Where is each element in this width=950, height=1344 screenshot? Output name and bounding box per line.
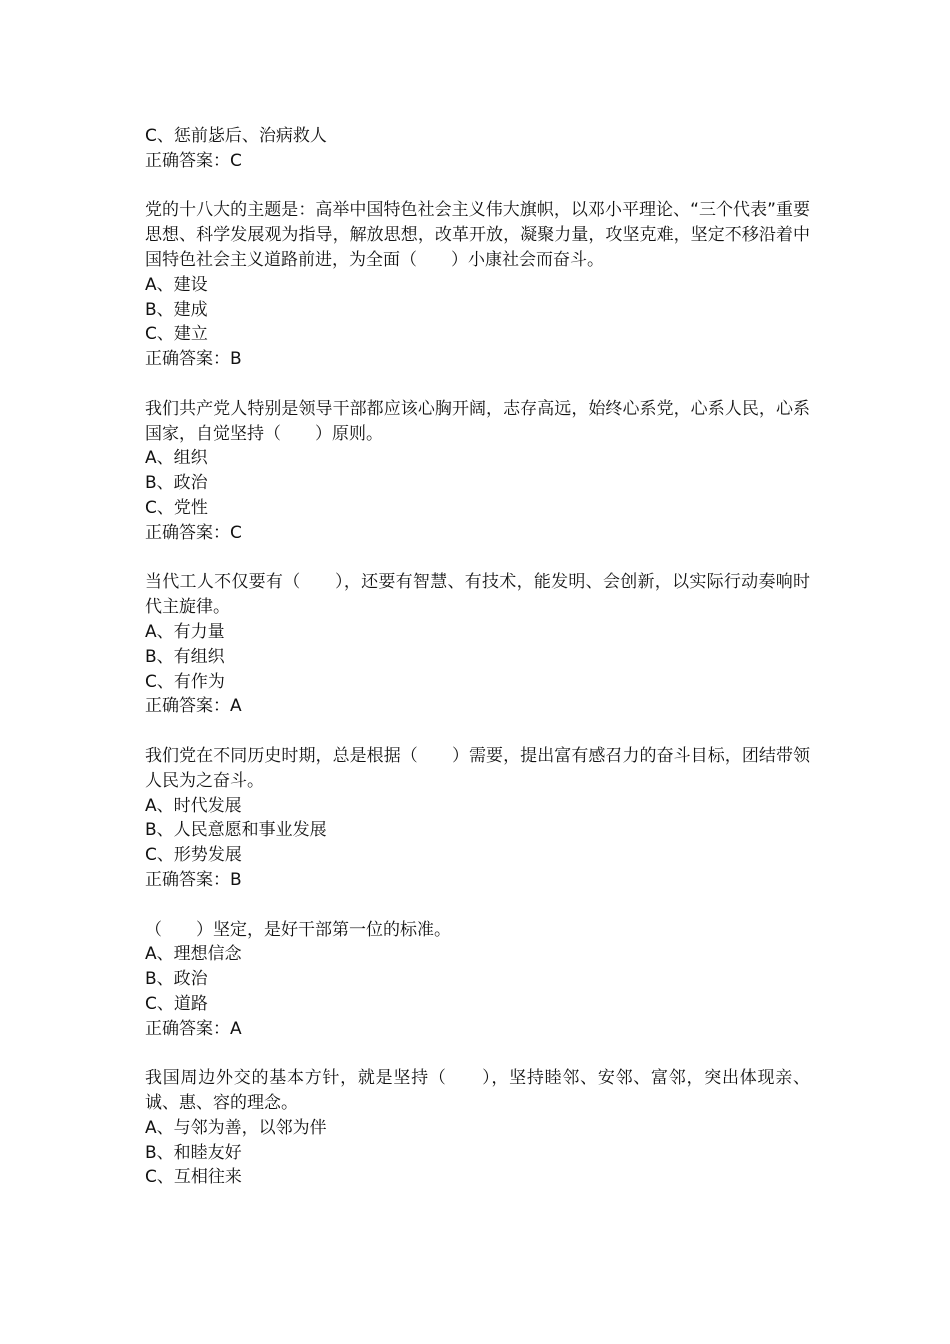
question-block bbox=[145, 570, 810, 719]
spacer bbox=[145, 719, 810, 744]
option-a: A、时代发展 bbox=[145, 795, 242, 816]
question-stem: （ ）坚定，是好干部第一位的标准。 bbox=[145, 919, 451, 940]
document-page bbox=[145, 124, 810, 1190]
question-stem: 当代工人不仅要有（ ），还要有智慧、有技术，能发明、会创新，以实际行动奏响时代主旋律。 bbox=[145, 572, 810, 618]
question-stem: 我们共产党人特别是领导干部都应该心胸开阔，志存高远，始终心系党，心系人民，心系国家，自觉坚持（ ）原则。 bbox=[145, 398, 810, 444]
spacer bbox=[145, 546, 810, 571]
question-block bbox=[145, 744, 810, 893]
spacer bbox=[145, 372, 810, 397]
option-c: C、互相往来 bbox=[145, 1167, 242, 1188]
option-a: A、组织 bbox=[145, 448, 208, 469]
option-a: A、有力量 bbox=[145, 621, 225, 642]
option-b: B、建成 bbox=[145, 299, 208, 320]
correct-answer: 正确答案：A bbox=[145, 696, 242, 717]
correct-answer: 正确答案：B bbox=[145, 349, 242, 370]
question-block bbox=[145, 1066, 810, 1190]
option-b: B、政治 bbox=[145, 473, 208, 494]
option-b: B、和睦友好 bbox=[145, 1142, 242, 1163]
option-c: C、道路 bbox=[145, 993, 208, 1014]
option-a: A、与邻为善，以邻为伴 bbox=[145, 1117, 327, 1138]
question-stem: 党的十八大的主题是：高举中国特色社会主义伟大旗帜，以邓小平理论、“三个代表”重要思想、科学发展观为指导，解放思想，改革开放，凝聚力量，攻坚克难，坚定不移沿着中国特色社会主义道路前进，为全面（ ）小康社会而奋斗。 bbox=[145, 200, 810, 270]
question-stem: 我国周边外交的基本方针，就是坚持（ ），坚持睦邻、安邻、富邻，突出体现亲、诚、惠、容的理念。 bbox=[145, 1068, 810, 1114]
spacer bbox=[145, 174, 810, 199]
spacer bbox=[145, 1041, 810, 1066]
option-c: C、惩前毖后、治病救人 bbox=[145, 126, 327, 146]
option-c: C、有作为 bbox=[145, 671, 225, 692]
correct-answer: 正确答案：A bbox=[145, 1018, 242, 1039]
correct-answer: 正确答案：C bbox=[145, 150, 242, 171]
question-block bbox=[145, 918, 810, 1042]
option-a: A、理想信念 bbox=[145, 944, 242, 965]
correct-answer: 正确答案：B bbox=[145, 869, 242, 890]
question-block bbox=[145, 198, 810, 372]
option-b: B、有组织 bbox=[145, 646, 225, 667]
spacer bbox=[145, 893, 810, 918]
option-c: C、形势发展 bbox=[145, 845, 242, 866]
option-b: B、政治 bbox=[145, 969, 208, 990]
option-a: A、建设 bbox=[145, 274, 208, 295]
option-c: C、建立 bbox=[145, 324, 208, 345]
correct-answer: 正确答案：C bbox=[145, 522, 242, 543]
option-c: C、党性 bbox=[145, 497, 208, 518]
option-b: B、人民意愿和事业发展 bbox=[145, 820, 327, 841]
question-block-leading bbox=[145, 124, 810, 174]
question-stem: 我们党在不同历史时期，总是根据（ ）需要，提出富有感召力的奋斗目标，团结带领人民为之奋斗。 bbox=[145, 745, 810, 791]
question-block bbox=[145, 397, 810, 546]
